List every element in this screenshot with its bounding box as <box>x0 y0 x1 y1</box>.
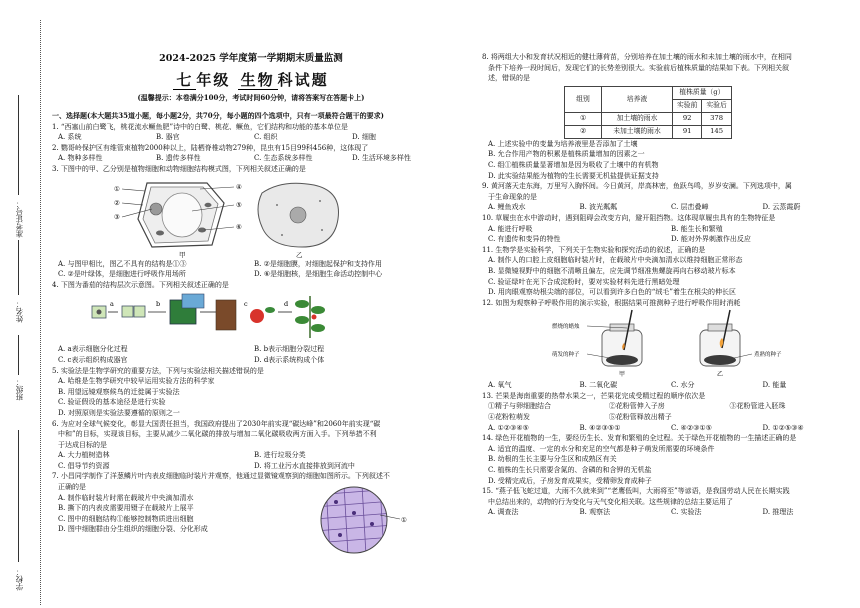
q6-options <box>52 450 450 461</box>
option: D. 用肉眼观察幼根尖端的部位，可以看到许多白色的“绒毛”着生在根尖的伸长区 <box>488 288 736 297</box>
q15-stem-2: 中总结出来的，动物的行为变化与天气变化相关联。这些规律的总结主要运用了 <box>488 497 733 506</box>
q10-options-2 <box>482 234 854 245</box>
q4-options-2 <box>52 355 450 366</box>
label-boiled: 煮熟的种子 <box>754 352 782 359</box>
table-row <box>565 112 732 125</box>
label-germinating: 萌发的种子 <box>552 352 580 359</box>
school-line <box>18 430 19 562</box>
subject-value: 生物 <box>238 71 278 90</box>
option: D. ⑥是细胞核，是细胞生命活动控制中心 <box>254 270 383 279</box>
q5-stem: 5. 实验法是生物学研究的重要方法，下列与实验法相关描述错误的是 <box>52 366 264 375</box>
right-column <box>482 52 854 518</box>
option: C. c表示组织构成器官 <box>58 355 128 364</box>
boiled-seeds <box>704 355 736 365</box>
option: A. 调查法 <box>488 508 519 517</box>
option: C. 倡导节约资源 <box>58 461 110 470</box>
table-header: 组别 <box>565 86 602 112</box>
option: C. 水分 <box>671 381 695 390</box>
option: C. 组①植株质量显著增加是因为吸收了土壤中的有机物 <box>488 160 659 169</box>
q6-options-2 <box>52 461 450 472</box>
option: A. 制作人的口腔上皮细胞临时装片时，在载玻片中央滴加清水以维持细胞正常形态 <box>488 256 743 265</box>
option: B. ②是细胞膜，对细胞起保护和支持作用 <box>254 259 382 268</box>
q8-table <box>564 86 732 139</box>
label-4: ④ <box>236 182 242 191</box>
label-jia: 甲 <box>619 371 626 379</box>
table-cell: ① <box>565 112 602 125</box>
q15-options <box>482 507 854 518</box>
q10-stem: 10. 草履虫在水中游动时，遇到阻碍会改变方向，避开阻挡物。这体现草履虫具有的生物特征是 <box>482 213 776 222</box>
exam-number-label: 准考证号： <box>15 200 24 238</box>
option: C. 实验法 <box>671 508 702 517</box>
q4-options <box>52 344 450 355</box>
table-header: 植株质量（g） <box>673 86 732 99</box>
option: D. 细胞 <box>352 133 376 142</box>
option: A. 大力植树造林 <box>58 451 110 460</box>
label-candle: 燃烧的蜡烛 <box>552 324 580 331</box>
tissue-icon-2 <box>182 294 204 308</box>
label-5: ⑤ <box>236 200 242 209</box>
option: B. 能生长和繁殖 <box>671 224 723 233</box>
option: B. ④②③⑤① <box>579 423 621 432</box>
q1-stem: 1. “西塞山前白鹭飞，桃花流水鳜鱼肥”诗中的白鹭、桃花、鳜鱼，它们结构和功能的基本单位是 <box>52 122 349 131</box>
option: C. 组织 <box>254 133 278 142</box>
option: D. 将工业污水直接排放到河流中 <box>254 461 355 470</box>
option: A. 制作临时装片时需在载玻片中央滴加清水 <box>58 493 194 502</box>
q12-stem: 12. 如图为观察种子呼吸作用的演示实验，根据结果可推测种子进行呼吸作用时消耗 <box>482 298 741 307</box>
left-column <box>52 0 450 535</box>
option: A. 哈维是生物学研究中较早运用实验方法的科学家 <box>58 377 215 386</box>
table-header: 实验后 <box>702 99 731 112</box>
option: B. b表示细胞分裂过程 <box>254 345 325 354</box>
vacuole <box>162 193 202 237</box>
q8-stem: 8. 将两组大小和发育状况相近的健壮薄荷苗，分别培养在加土壤的雨水和未加土壤的雨水中，在相同 <box>482 53 792 61</box>
label-2: ② <box>114 198 120 207</box>
option: D. 能对外界刺激作出反应 <box>671 235 751 244</box>
option: A. 物种多样性 <box>58 154 103 163</box>
option: C. 植株的生长只需要含氮的、含磷的和含钾的无机盐 <box>488 466 652 475</box>
q10-options <box>482 224 854 235</box>
q4-stem: 4. 下图为番茄的结构层次示意图。下列相关叙述正确的是 <box>52 280 229 289</box>
germinating-seeds <box>606 355 638 365</box>
q13-steps <box>482 401 854 412</box>
q6-stem: 6. 为应对全球气候变化，彰显大国责任担当，我国政府提出了2030年前实现“碳达峰”和2060年前实现“碳 <box>52 419 381 428</box>
option: B. 撕下的内表皮需要用镊子在载玻片上展平 <box>58 504 194 513</box>
grade-suffix: 年级 <box>196 71 231 89</box>
section-heading: 一、选择题(本大题共35道小题，每小题2分，共70分，每小题的四个选项中，只有一项最符合题干的要求) <box>52 111 384 120</box>
q11-stem: 11. 生物学是实验科学，下列关于生物实验和探究活动的叙述，正确的是 <box>482 245 706 254</box>
option: B. 二氧化碳 <box>579 381 618 390</box>
option: B. 观察法 <box>579 508 611 517</box>
school-label: 学校： <box>15 568 24 591</box>
label-1: ① <box>401 515 407 524</box>
table-header: 培养液 <box>602 86 673 112</box>
option: D. 此实验结果能为植物的生长需要无机盐提供证据支持 <box>488 171 659 180</box>
option: B. 允合作用产物的积累是植株质量增加的因素之一 <box>488 150 645 159</box>
animal-nucleus <box>290 207 306 223</box>
q15-stem: 15. “燕子低飞蛇过道，大雨不久就来到”“老鹰低叫，大雨将至”等谚语，是我国劳动人民在长期实践 <box>482 487 790 496</box>
q3-options-2 <box>52 269 450 280</box>
grade-value: 七 <box>173 71 196 90</box>
option: D. 云蒸霞蔚 <box>762 203 801 212</box>
option: A. 氧气 <box>488 381 512 390</box>
option: C. ④②③①⑤ <box>671 423 712 432</box>
option: B. 器官 <box>156 133 180 142</box>
option: B. 波光粼粼 <box>579 203 618 212</box>
name-line <box>18 240 19 295</box>
option: D. ①②⑤③④ <box>762 423 804 432</box>
q1-options <box>52 132 450 143</box>
table-cell: ② <box>565 125 602 138</box>
q2-options <box>52 153 450 164</box>
label-c: c <box>244 300 248 309</box>
q7-stem-2: 正确的是 <box>58 483 86 492</box>
option: C. 验证假设的基本途径是进行实验 <box>58 398 166 407</box>
option: C. 图中的细胞结构①能够控制物质进出细胞 <box>58 514 194 523</box>
label-jia: 甲 <box>179 250 186 259</box>
q7-block <box>52 493 450 535</box>
option: D. 生活环境多样性 <box>352 154 411 163</box>
option: B. 进行垃圾分类 <box>254 451 306 460</box>
option: A. 上述实验中的变量为培养液里是否添加了土壤 <box>488 139 638 148</box>
option: D. 对照原则是实验法要遵循的原则之一 <box>58 408 180 417</box>
option: D. 图中细胞群由分生组织的细胞分裂、分化形成 <box>58 525 208 534</box>
paper-title <box>52 70 450 90</box>
option: B. 遗传多样性 <box>156 154 201 163</box>
label-1: ① <box>114 184 120 193</box>
chloroplast <box>205 202 212 206</box>
option: C. 层峦叠嶂 <box>671 203 709 212</box>
option: D. 受精完成后，子房发育成果实，受精卵发育成种子 <box>488 476 652 485</box>
option: A. 能进行呼吸 <box>488 224 533 233</box>
option: A. 适宜的温度、一定的水分和充足的空气都是种子萌发所需要的环境条件 <box>488 444 715 453</box>
q9-options <box>482 202 854 213</box>
step: ②花粉管伸入子房 <box>608 402 665 411</box>
q7-stem: 7. 小昌同学制作了洋葱鳞片叶内表皮细胞临时装片并观察，他通过显微镜观察到的细胞如图所示。下列叙述不 <box>52 472 390 481</box>
q8-stem-2: 条件下培养一段时间后，发现它们的长势差别很大。实验前后植株质量的结果如下表。下列相关叙 <box>488 63 789 72</box>
q3-stem: 3. 下图中的甲、乙分别是植物细胞和动物细胞结构模式图，下列相关叙述正确的是 <box>52 164 306 173</box>
q14-stem: 14. 绿色开花植物的一生，要经历生长、发育和繁殖的全过程。关于绿色开花植物的一生描述正确的是 <box>482 434 797 443</box>
q3-cell-figure <box>52 175 450 259</box>
option: D. d表示系统构成个体 <box>254 355 325 364</box>
q12-options <box>482 380 854 391</box>
option: B. 显微镜视野中的细胞不清晰且偏左，应先调节细准焦螺旋再向右移动玻片标本 <box>488 266 736 275</box>
table-cell: 378 <box>702 112 731 125</box>
label-yi: 乙 <box>717 371 724 379</box>
table-cell: 加土壤的雨水 <box>602 112 673 125</box>
label-b: b <box>156 300 161 309</box>
q13-stem: 13. 芒果是海南重要的热带水果之一，芒果花完成受精过程的顺序依次是 <box>482 391 706 400</box>
tissue-icon-3 <box>216 300 236 330</box>
label-d: d <box>284 300 289 309</box>
exam-number-line <box>18 95 19 195</box>
step: ⑤花粉管释放出精子 <box>608 413 672 422</box>
q7-onion-cells-figure <box>314 485 414 555</box>
step: ①精子与卵细胞结合 <box>488 402 551 411</box>
table-cell: 未加土壤的雨水 <box>602 125 673 138</box>
step: ③花粉管进入胚珠 <box>729 402 786 411</box>
q3-options <box>52 259 450 270</box>
q12-seed-figure <box>482 308 854 380</box>
cut-dotted-line <box>40 20 41 605</box>
q4-structure-figure <box>52 290 450 344</box>
step: ④花粉粒萌发 <box>488 413 530 422</box>
q6-stem-2: 中和”的目标，实现该目标，主要从减少二氧化碳的排放与增加二氧化碳吸收两方面入手。下列举措不利 <box>58 430 377 439</box>
q2-stem: 2. 鹦哥岭保护区有维管束植物2000种以上，陆栖脊椎动物279种，昆虫有15目99科456种，这体现了 <box>52 143 369 152</box>
q9-stem-2: 于生命现象的是 <box>488 192 537 201</box>
chloroplast <box>156 230 164 235</box>
q13-steps-2 <box>482 412 854 423</box>
name-label: 姓名： <box>15 300 24 323</box>
option: C. 验证绿叶在光下合成淀粉时，要对实验材料先进行黑暗处理 <box>488 277 680 286</box>
q13-options <box>482 423 854 434</box>
option: A. a表示细胞分化过程 <box>58 345 128 354</box>
binding-sidebar <box>0 0 45 608</box>
option: A. ①②③④⑤ <box>488 423 529 432</box>
label-6: ⑥ <box>236 222 242 231</box>
option: C. 有遗传和变异的特性 <box>488 235 561 244</box>
option: A. 系统 <box>58 133 82 142</box>
warm-tip: (温馨提示：本卷满分100分，考试时间60分钟，请将答案写在答题卡上) <box>137 93 365 102</box>
label-a: a <box>110 300 114 309</box>
option: B. 用望远镜观察候鸟的迁徙属于实验法 <box>58 387 180 396</box>
tomato-fruit-icon <box>250 309 264 323</box>
class-label: 班级： <box>15 378 24 401</box>
q6-stem-3: 于达成目标的是 <box>58 440 107 449</box>
q9-stem: 9. 黄河落天走东海，万里写入胸怀间。今日黄河，岸高林密，鱼跃鸟鸣，岁岁安澜。下列选项中，属 <box>482 182 792 191</box>
table-header: 实验前 <box>673 99 702 112</box>
class-line <box>18 335 19 375</box>
option: A. 与图甲相比，图乙不具有的结构是①③ <box>58 259 187 268</box>
option: B. 幼根的生长主要与分生区和成熟区有关 <box>488 455 617 464</box>
table-cell: 145 <box>702 125 731 138</box>
option: A. 鲤鱼戏水 <box>488 203 526 212</box>
table-cell: 92 <box>673 112 702 125</box>
table-cell: 91 <box>673 125 702 138</box>
label-3: ③ <box>114 212 120 221</box>
subject-suffix: 科试题 <box>277 71 329 89</box>
option: D. 能量 <box>762 381 787 390</box>
option: C. 生态系统多样性 <box>254 154 313 163</box>
exam-title: 2024-2025 学年度第一学期期末质量监测 <box>159 53 343 64</box>
option: D. 推理法 <box>762 508 794 517</box>
q8-stem-3: 述，错误的是 <box>488 74 530 83</box>
label-yi: 乙 <box>296 250 303 259</box>
table-row <box>565 125 732 138</box>
option: C. ②是叶绿体，是细胞进行呼吸作用场所 <box>58 270 186 279</box>
